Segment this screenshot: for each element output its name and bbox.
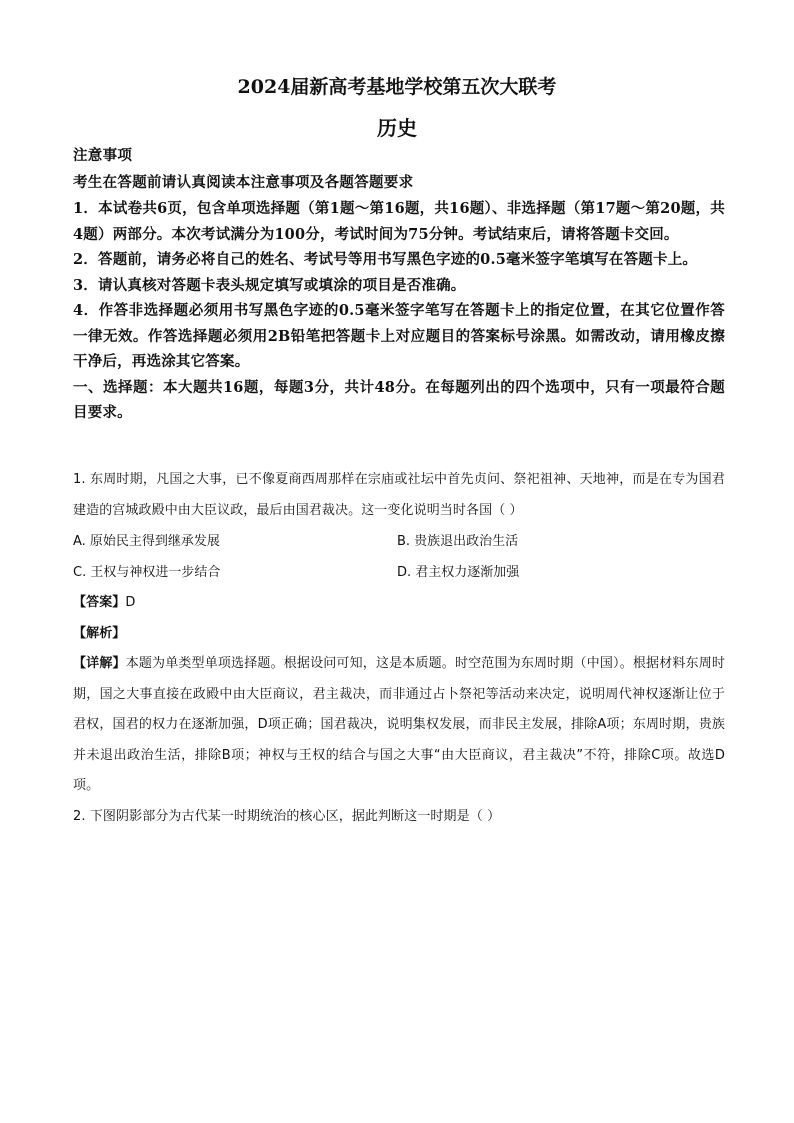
options-row-2 — [73, 557, 725, 588]
answer-value: D — [125, 595, 136, 610]
note-item-3: 3．请认真核对答题卡表头规定填写或填涂的项目是否准确。 — [73, 276, 466, 294]
analysis-tag: 【解析】 — [73, 625, 126, 641]
note-item-2: 2．答题前，请务必将自己的姓名、考试号等用书写黑色字迹的0.5毫米签字笔填写在答题卡上。 — [73, 251, 698, 268]
detail-tag: 【详解】 — [73, 656, 126, 671]
exam-title: 2024届新高考基地学校第五次大联考 — [237, 76, 557, 98]
question-1-stem: 1. 东周时期，凡国之大事，已不像夏商西周那样在宗庙或社坛中首先贞问、祭祀祖神、天地神，而是在专为国君建造的宫城政殿中由大臣议政，最后由国君裁决。这一变化说明当时各国（ ） — [73, 472, 725, 518]
answer-line — [73, 588, 725, 619]
note-item-4: 4．作答非选择题必须用书写黑色字迹的0.5毫米签字笔写在答题卡上的指定位置，在其它位置作答一律无效。作答选择题必须用2B铅笔把答题卡上对应题目的答案标号涂黑。如需改动，请用橡皮擦干净后，再选涂其它答案。 — [73, 302, 725, 370]
option-d: D. 君主权力逐渐加强 — [397, 565, 520, 580]
options-row-1 — [73, 526, 725, 557]
detail-text: 本题为单类型单项选择题。根据设问可知，这是本质题。时空范围为东周时期（中国）。根据材料东周时期，国之大事直接在政殿中由大臣商议，君主裁决，而非通过占卜祭祀等活动来决定，说明周代神权逐渐让位于君权，国君的权力在逐渐加强，D项正确；国君裁决，说明集权发展，而非民主发展，排除A项；东周时期，贵族并未退出政治生活，排除B项；神权与王权的结合与国之大事“由大臣商议，君主裁决”不符，排除C项。故选D项。 — [73, 656, 725, 793]
option-c: C. 王权与神权进一步结合 — [73, 565, 221, 580]
note-item-1: 1．本试卷共6页，包含单项选择题（第1题～第16题，共16题）、非选择题（第17题～第20题，共4题）两部分。本次考试满分为100分，考试时间为75分钟。考试结束后，请将答题卡交回。 — [73, 200, 725, 243]
question-1 — [73, 465, 725, 832]
notes-section — [73, 143, 725, 426]
answer-tag: 【答案】 — [73, 595, 126, 610]
section-heading: 一、选择题：本大题共16题，每题3分，共计48分。在每题列出的四个选项中，只有一项最符合题目要求。 — [73, 378, 725, 421]
question-2-stem: 2. 下图阴影部分为古代某一时期统治的核心区，据此判断这一时期是（ ） — [73, 808, 501, 824]
subject-title: 历史 — [377, 116, 417, 140]
detail-paragraph — [73, 649, 725, 802]
option-a: A. 原始民主得到继承发展 — [73, 534, 220, 549]
notes-intro: 考生在答题前请认真阅读本注意事项及各题答题要求 — [73, 173, 414, 191]
option-b: B. 贵族退出政治生活 — [397, 534, 519, 549]
notes-heading: 注意事项 — [73, 147, 133, 164]
